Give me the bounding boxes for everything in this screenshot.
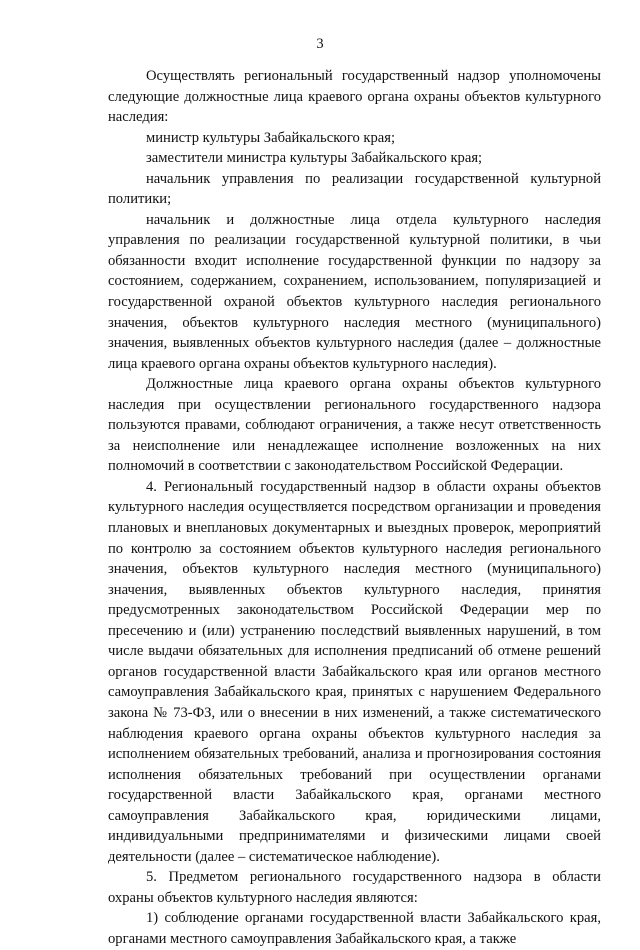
list-item-minister: министр культуры Забайкальского края;	[146, 129, 396, 146]
paragraph-officials-intro: Осуществлять региональный государственный надзор уполномочены следующие должностные лица краевого органа охраны объектов культурного наследия:	[108, 68, 601, 126]
list-item-deputy-ministers: заместители министра культуры Забайкальского края;	[146, 150, 483, 167]
list-item-5-1: 1) соблюдение органами государственной власти Забайкальского края, органами местного самоуправления Забайкальского края, а также	[108, 910, 601, 947]
paragraph-item-5: 5. Предметом регионального государственного надзора в области охраны объектов культурного наследия являются:	[108, 869, 601, 906]
list-item-head-of-department: начальник управления по реализации государственной культурной политики;	[108, 170, 601, 208]
page-number: 3	[316, 36, 324, 52]
paragraph-item-4: 4. Региональный государственный надзор в области охраны объектов культурного наследия осуществляется посредством организации и проведения плановых и внеплановых документарных и выездных проверок, мероприятий по контролю за состоянием объектов культурного наследия регионального значения, объектов культурного наследия местного (муниципального) значения, выявленных объектов культурного наследия, принятия предусмотренных законодательством Российской Федерации мер по пресечению и (или) устранению последствий выявленных нарушений, в том числе выдачи обязательных для исполнения предписаний об отмене решений органов государственной власти Забайкальского края или органов местного самоуправления Забайкальского края, принятых с нарушением Федерального закона № 73-ФЗ, или о внесении в них изменений, а также систематического наблюдения краевого органа охраны объектов культурного наследия за исполнением обязательных требований, анализа и прогнозирования состояния исполнения обязательных требований при осуществлении органами государственной власти Забайкальского края, органами местного самоуправления Забайкальского края, юридическими лицами, индивидуальными предпринимателями и физическими лицами своей деятельности (далее – систематическое наблюдение).	[108, 478, 601, 865]
document-body	[108, 66, 601, 950]
paragraph-officials-rights: Должностные лица краевого органа охраны объектов культурного наследия при осуществлении регионального государственного надзора пользуются правами, соблюдают ограничения, а также несут ответственность за неисполнение или ненадлежащее исполнение возложенных на них полномочий в соответствии с законодательством Российской Федерации.	[108, 376, 601, 475]
list-item-heritage-division-officials: начальник и должностные лица отдела культурного наследия управления по реализации государственной культурной политики, в чьи обязанности входит исполнение государственной функции по надзору за состоянием, содержанием, сохранением, использованием, популяризацией и государственной охраной объектов культурного наследия регионального значения, объектов культурного наследия местного (муниципального) значения, выявленных объектов культурного наследия (далее – должностные лица краевого органа охраны объектов культурного наследия).	[108, 211, 601, 372]
